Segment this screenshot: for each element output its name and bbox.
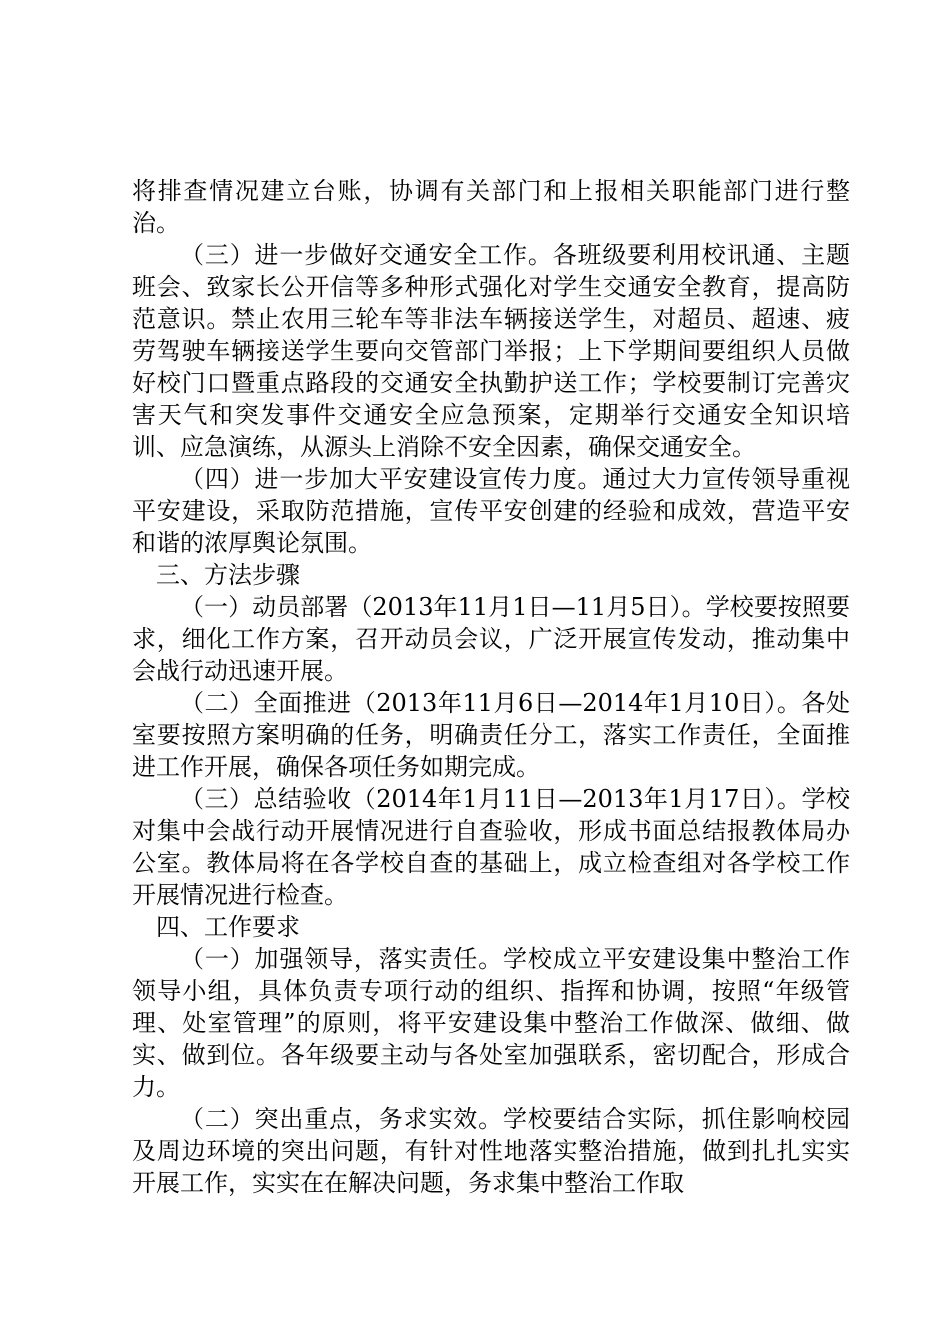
paragraph-advancement: （二）全面推进（2013年11月6日—2014年1月10日）。各处室要按照方案明确的任务，明确责任分工，落实工作责任，全面推进工作开展，确保各项任务如期完成。 [132,689,850,781]
paragraph-continuation: 将排查情况建立台账，协调有关部门和上报相关职能部门进行整治。 [132,177,850,237]
paragraph-publicity: （四）进一步加大平安建设宣传力度。通过大力宣传领导重视平安建设，采取防范措施，宣传平安创建的经验和成效，营造平安和谐的浓厚舆论氛围。 [132,465,850,557]
document-body [132,175,850,1199]
section-heading-requirements: 四、工作要求 [156,913,300,941]
paragraph-mobilization: （一）动员部署（2013年11月1日—11月5日）。学校要按照要求，细化工作方案，召开动员会议，广泛开展宣传发动，推动集中会战行动迅速开展。 [132,593,850,685]
paragraph-key-points: （二）突出重点，务求实效。学校要结合实际，抓住影响校园及周边环境的突出问题，有针对性地落实整治措施，做到扎扎实实开展工作，实实在在解决问题，务求集中整治工作取 [132,1105,850,1197]
paragraph-traffic-safety: （三）进一步做好交通安全工作。各班级要利用校讯通、主题班会、致家长公开信等多种形式强化对学生交通安全教育，提高防范意识。禁止农用三轮车等非法车辆接送学生，对超员、超速、疲劳驾驶车辆接送学生要向交管部门举报；上下学期间要组织人员做好校门口暨重点路段的交通安全执勤护送工作；学校要制订完善灾害天气和突发事件交通安全应急预案，定期举行交通安全知识培训、应急演练，从源头上消除不安全因素，确保交通安全。 [132,241,850,461]
paragraph-acceptance: （三）总结验收（2014年1月11日—2013年1月17日）。学校对集中会战行动开展情况进行自查验收，形成书面总结报教体局办公室。教体局将在各学校自查的基础上，成立检查组对各学校工作开展情况进行检查。 [132,785,850,909]
section-heading-methods: 三、方法步骤 [156,561,300,589]
paragraph-leadership: （一）加强领导，落实责任。学校成立平安建设集中整治工作领导小组，具体负责专项行动的组织、指挥和协调，按照“年级管理、处室管理”的原则，将平安建设集中整治工作做深、做细、做实、做到位。各年级要主动与各处室加强联系，密切配合，形成合力。 [132,945,850,1101]
